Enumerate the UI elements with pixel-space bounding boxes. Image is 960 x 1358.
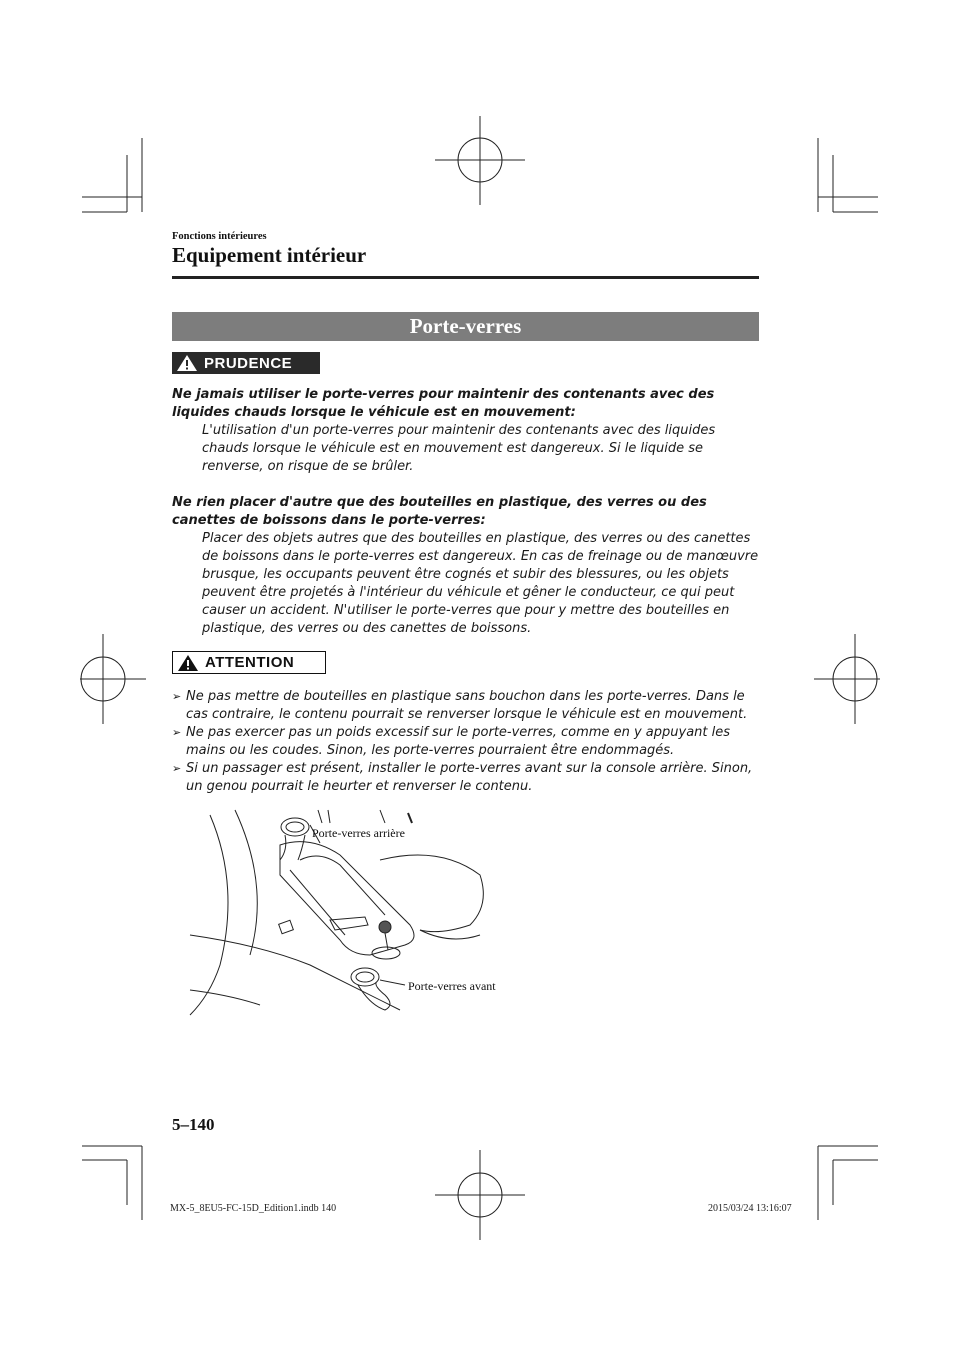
topic-banner: Porte-verres xyxy=(172,312,759,341)
warning-block-1 xyxy=(172,386,762,476)
header-rule xyxy=(172,276,759,279)
warning-icon xyxy=(177,654,199,672)
list-item: ➢ Si un passager est présent, installer le porte-verres avant sur la console arrière. Sinon, un genou pourrait le heurter et renverser le contenu. xyxy=(172,761,753,794)
bullet-arrow-icon: ➢ xyxy=(172,762,182,775)
footer-timestamp: 2015/03/24 13:16:07 xyxy=(708,1203,792,1214)
warning-heading: Ne rien placer d'autre que des bouteilles en plastique, des verres ou des canettes de boissons dans le porte-verres: xyxy=(172,495,707,528)
list-item: ➢ Ne pas exercer pas un poids excessif sur le porte-verres, comme en y appuyant les mains ou les coudes. Sinon, les porte-verres pourraient être endommagés. xyxy=(172,725,731,758)
warning-heading: Ne jamais utiliser le porte-verres pour maintenir des contenants avec des liquides chauds lorsque le véhicule est en mouvement: xyxy=(172,387,715,420)
caption-front-cup-holder: Porte-verres avant xyxy=(408,979,496,993)
warning-body: Placer des objets autres que des bouteilles en plastique, des verres ou des canettes de boissons dans le porte-verres est dangereux. En cas de freinage ou de manœuvre brusque, les occupants peuvent être cognés et subir des blessures, ou les objets peuvent être projetés à l'intérieur du véhicule et gêner le conducteur, ce qui peut causer un accident. N'utiliser le porte-verres que pour y mettre des bouteilles en plastique, des verres ou des canettes de boissons. xyxy=(202,531,759,636)
page-number: 5–140 xyxy=(172,1115,215,1134)
attention-list xyxy=(172,688,762,796)
prudence-label xyxy=(172,352,320,374)
section-title: Equipement intérieur xyxy=(172,243,367,267)
section-category: Fonctions intérieures xyxy=(172,231,267,242)
bullet-arrow-icon: ➢ xyxy=(172,690,182,703)
list-item: ➢ Ne pas mettre de bouteilles en plastique sans bouchon dans les porte-verres. Dans le cas contraire, le contenu pourrait se renverser lorsque le véhicule est en mouvement. xyxy=(172,689,748,722)
bullet-arrow-icon: ➢ xyxy=(172,726,182,739)
warning-block-2 xyxy=(172,494,762,638)
prudence-text: PRUDENCE xyxy=(204,354,293,372)
warning-body: L'utilisation d'un porte-verres pour maintenir des contenants avec des liquides chauds lorsque le véhicule est en mouvement est dangereux. Si le liquide se renverse, on risque de se brûler. xyxy=(202,423,716,474)
attention-text: ATTENTION xyxy=(205,654,295,671)
caption-rear-cup-holder: Porte-verres arrière xyxy=(312,826,405,840)
footer-file: MX-5_8EU5-FC-15D_Edition1.indb 140 xyxy=(170,1203,337,1214)
attention-label xyxy=(172,651,326,674)
warning-icon xyxy=(176,354,198,372)
